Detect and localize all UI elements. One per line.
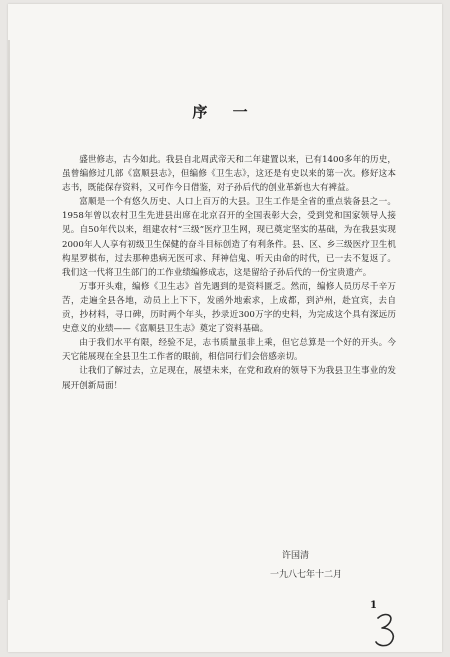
preface-heading: 序 一 (192, 103, 258, 121)
page-number: 1 (370, 600, 377, 611)
signature-name: 许国清 (282, 551, 310, 561)
paragraph-5: 让我们了解过去，立足现在，展望未来，在党和政府的领导下为我县卫生事业的发展开创新局面！ (62, 366, 396, 391)
preface-body (62, 153, 396, 393)
paragraph-4: 由于我们水平有限，经验不足，志书质量虽非上乘，但它总算是一个好的开头。今天它能展现在全县卫生工作者的眼前，相信同行们会倍感亲切。 (62, 338, 396, 363)
paragraph-1: 盛世修志，古今如此。我县自北周武帝天和二年建置以来，已有1400多年的历史，虽曾编修过几部《富顺县志》，但编修《卫生志》，这还是有史以来的第一次。修好这本志书，既能保存资料，又可作今日借鉴，对子孙后代的创业革新也大有裨益。 (62, 155, 396, 194)
paragraph-2: 富顺是一个有悠久历史、人口上百万的大县。卫生工作是全省的重点装备县之一。1958年曾以农村卫生先进县出席在北京召开的全国表彰大会，受到党和国家领导人接见。自50年代以来，组建农村“三级”医疗卫生网，现已奠定坚实的基础，为在我县实现2000年人人享有初级卫生保健的奋斗目标创造了有利条件。县、区、乡三级医疗卫生机构星罗棋布，过去那种患病无医可求、拜神信鬼、听天由命的时代，已一去不复返了。我们这一代将卫生部门的工作业绩编修成志，这是留给子孙后代的一份宝贵遗产。 (62, 197, 396, 278)
handwritten-mark-icon (372, 610, 400, 650)
scan-edge-shadow (8, 40, 10, 600)
paragraph-3: 万事开头难，编修《卫生志》首先遇到的是资料匮乏。然而，编修人员历尽千辛万苦，走遍全县各地，动员上上下下，发函外地索求，上成都，到泸州，赴宜宾，去自贡，抄材料，寻口碑，历时两个年头，抄录近300万字的史料，为完成这个具有深远历史意义的业绩——《富顺县卫生志》奠定了资料基础。 (62, 281, 396, 335)
signature-date: 一九八七年十二月 (270, 570, 343, 580)
